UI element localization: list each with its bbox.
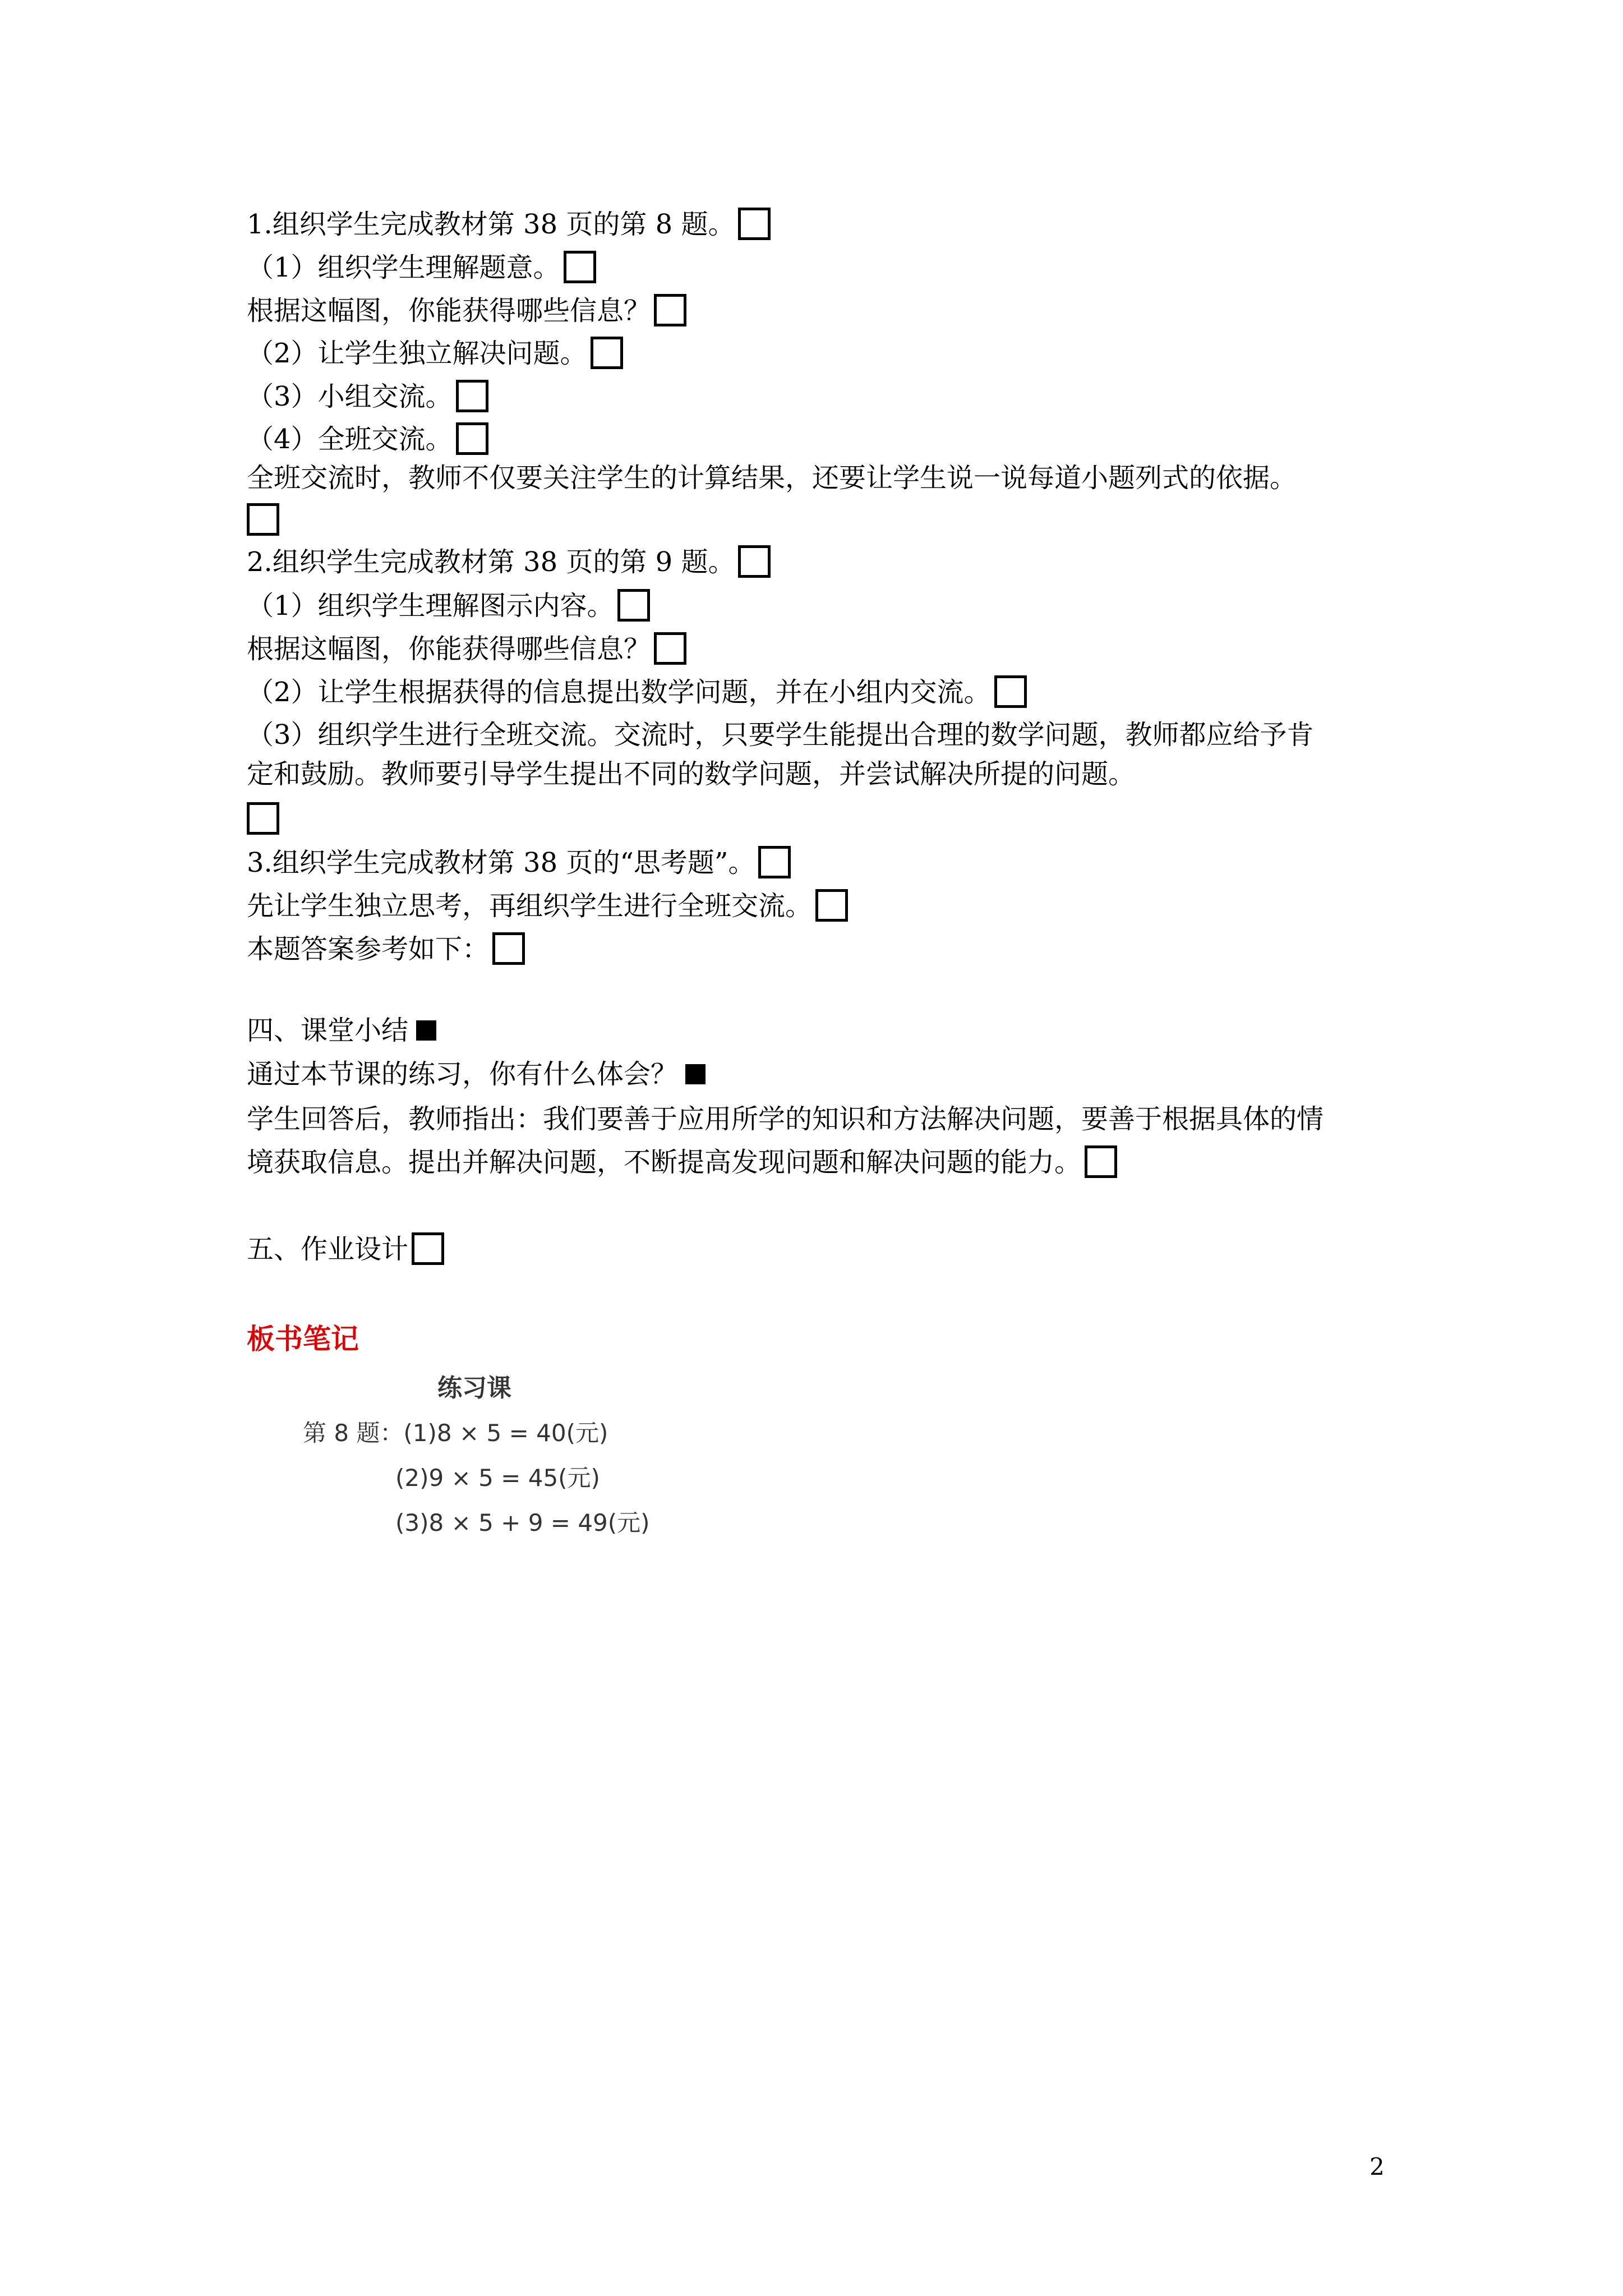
text-line: [247, 1056, 706, 1092]
board-notes-heading: 板书笔记: [247, 1323, 359, 1355]
text-line-content: 境获取信息。提出并解决问题，不断提高发现问题和解决问题的能力。: [247, 1147, 1082, 1178]
text-line-content: 根据这幅图，你能获得哪些信息？: [247, 633, 651, 665]
board-line-2: (2)9 × 5 = 45(元): [395, 1464, 600, 1492]
text-line: [247, 379, 488, 415]
text-line-content: （3）组织学生进行全班交流。交流时，只要学生能提出合理的数学问题，教师都应给予肯: [247, 719, 1314, 751]
empty-box-icon: [815, 889, 848, 922]
text-line: [247, 888, 848, 924]
text-line: [247, 931, 525, 967]
text-line: [247, 756, 1135, 792]
text-line-content: 1.组织学生完成教材第 38 页的第 8 题。: [247, 209, 735, 240]
text-line-content: 根据这幅图，你能获得哪些信息？: [247, 295, 651, 326]
text-line-content: 通过本节课的练习，你有什么体会？: [247, 1059, 678, 1090]
empty-box-icon: [456, 422, 488, 455]
text-line: [247, 674, 1027, 710]
text-line: [247, 502, 279, 538]
text-line: [247, 1231, 444, 1267]
empty-box-icon: [492, 932, 525, 965]
filled-square-icon: [685, 1064, 706, 1084]
empty-box-icon: [591, 337, 623, 369]
text-line-content: 2.组织学生完成教材第 38 页的第 9 题。: [247, 546, 735, 578]
empty-box-icon: [456, 380, 488, 412]
text-line-content: 全班交流时，教师不仅要关注学生的计算结果，还要让学生说一说每道小题列式的依据。: [247, 462, 1297, 494]
text-line: [247, 1013, 436, 1048]
board-title: 练习课: [437, 1374, 511, 1402]
text-line: [247, 588, 650, 624]
empty-box-icon: [994, 675, 1027, 708]
empty-box-icon: [1085, 1145, 1117, 1178]
text-line: [247, 544, 771, 580]
empty-box-icon: [412, 1232, 444, 1265]
text-line-content: 先让学生独立思考，再组织学生进行全班交流。: [247, 890, 813, 922]
text-line: [247, 845, 791, 881]
text-line-content: 学生回答后，教师指出：我们要善于应用所学的知识和方法解决问题，要善于根据具体的情: [247, 1103, 1324, 1135]
text-line-content: （2）让学生根据获得的信息提出数学问题，并在小组内交流。: [247, 677, 991, 708]
empty-box-icon: [564, 251, 596, 283]
board-line-3: (3)8 × 5 + 9 = 49(元): [395, 1509, 650, 1536]
empty-box-icon: [758, 846, 791, 878]
text-line-content: 定和鼓励。教师要引导学生提出不同的数学问题，并尝试解决所提的问题。: [247, 758, 1136, 790]
filled-square-icon: [416, 1020, 436, 1041]
text-line-content: （2）让学生独立解决问题。: [247, 338, 587, 369]
empty-box-icon: [738, 545, 771, 578]
empty-box-icon: [247, 802, 279, 835]
text-line: [247, 421, 488, 457]
text-line-content: 四、课堂小结: [247, 1015, 409, 1046]
text-line: [247, 717, 1314, 753]
board-line-1: 第 8 题：(1)8 × 5 = 40(元): [303, 1419, 608, 1447]
text-line: [247, 801, 279, 837]
empty-box-icon: [617, 589, 650, 622]
empty-box-icon: [654, 632, 686, 665]
text-line-content: （1）组织学生理解题意。: [247, 252, 560, 283]
text-line: [247, 631, 686, 667]
text-line-content: （1）组织学生理解图示内容。: [247, 590, 614, 622]
text-line: [247, 1101, 1324, 1137]
text-line-content: 3.组织学生完成教材第 38 页的“思考题”。: [247, 847, 755, 878]
empty-box-icon: [654, 294, 686, 326]
text-line-content: （3）小组交流。: [247, 381, 453, 412]
text-line: [247, 250, 596, 286]
text-line: [247, 206, 771, 242]
text-line-content: 本题答案参考如下：: [247, 933, 490, 965]
text-line: [247, 1144, 1117, 1180]
page-number: 2: [1370, 2153, 1385, 2180]
text-line: [247, 460, 1297, 496]
text-line-content: （4）全班交流。: [247, 424, 453, 455]
text-line: [247, 293, 686, 329]
text-line: [247, 335, 623, 371]
empty-box-icon: [738, 208, 771, 240]
text-line-content: 五、作业设计: [247, 1234, 409, 1265]
empty-box-icon: [247, 503, 279, 536]
